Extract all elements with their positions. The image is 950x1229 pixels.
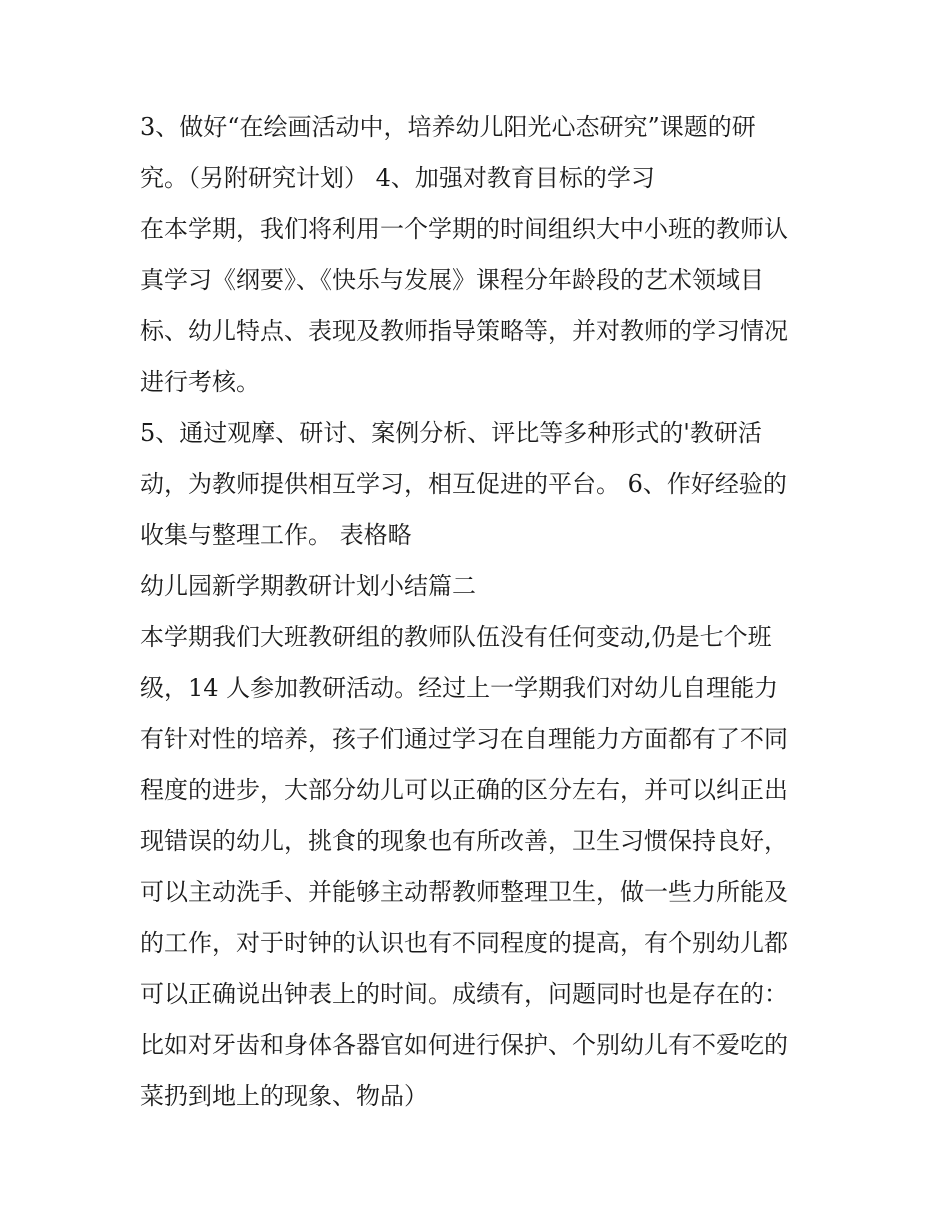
text-line-13: 有针对性的培养，孩子们通过学习在自理能力方面都有了不同 [140,725,788,753]
text-line-8: 动，为教师提供相互学习，相互促进的平台。 6、作好经验的 [140,470,787,498]
text-line-19: 比如对牙齿和身体各器官如何进行保护、个别幼儿有不爱吃的 [140,1031,788,1059]
text-line-3: 在本学期，我们将利用一个学期的时间组织大中小班的教师认 [140,215,788,243]
text-line-9: 收集与整理工作。 表格略 [140,521,412,549]
text-line-18: 可以正确说出钟表上的时间。成绩有，问题同时也是存在的： [140,980,788,1008]
text-line-5: 标、幼儿特点、表现及教师指导策略等，并对教师的学习情况 [140,317,788,345]
section-heading: 幼儿园新学期教研计划小结篇二 [140,572,476,600]
text-line-4: 真学习《纲要》、《快乐与发展》课程分年龄段的艺术领域目 [140,266,764,294]
text-line-7: 5、通过观摩、研讨、案例分析、评比等多种形式的'教研活 [140,419,762,447]
text-line-11: 本学期我们大班教研组的教师队伍没有任何变动,仍是七个班 [140,623,772,651]
text-line-16: 可以主动洗手、并能够主动帮教师整理卫生，做一些力所能及 [140,878,788,906]
text-line-2: 究。（另附研究计划） 4、加强对教育目标的学习 [140,164,655,192]
text-line-12: 级，14 人参加教研活动。经过上一学期我们对幼儿自理能力 [140,674,779,702]
text-line-6: 进行考核。 [140,368,260,396]
text-line-20: 菜扔到地上的现象、物品） [140,1082,428,1110]
text-line-15: 现错误的幼儿，挑食的现象也有所改善，卫生习惯保持良好， [140,827,788,855]
text-line-14: 程度的进步，大部分幼儿可以正确的区分左右，并可以纠正出 [140,776,788,804]
document-page [140,102,820,1122]
text-line-17: 的工作，对于时钟的认识也有不同程度的提高，有个别幼儿都 [140,929,788,957]
text-line-1: 3、做好“在绘画活动中，培养幼儿阳光心态研究”课题的研 [140,113,756,141]
